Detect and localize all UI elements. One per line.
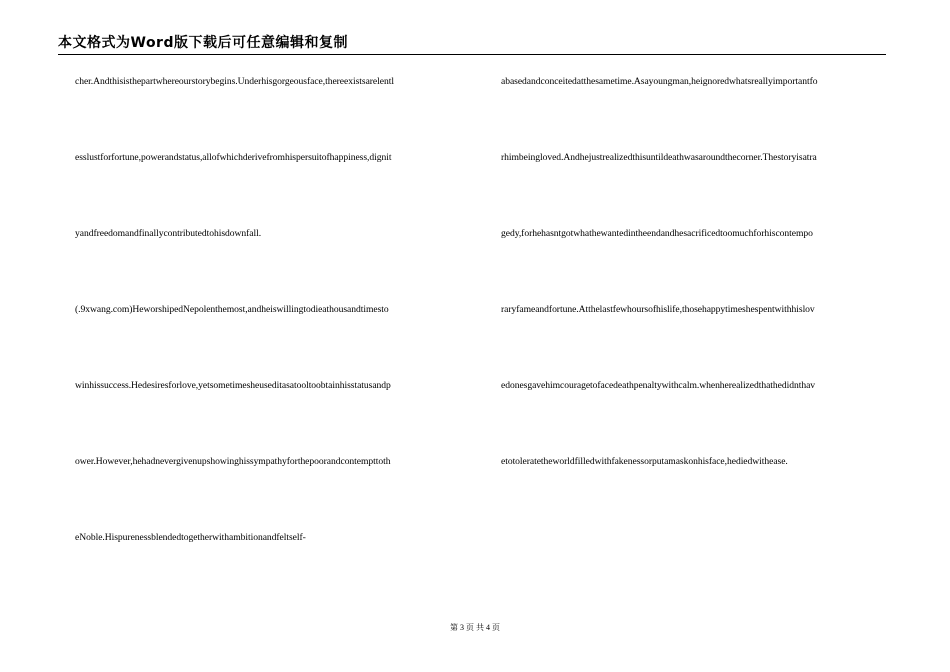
left-column: [75, 75, 470, 607]
page-footer: [0, 622, 950, 633]
text-line: gedy,forhehasntgotwhathewantedintheendandhesacrificedtoomuchforhiscontempo: [501, 228, 813, 239]
right-column: [501, 75, 891, 531]
text-line: winhissuccess.Hedesiresforlove,yetsometimesheuseditasatooltoobtainhisstatusandp: [75, 380, 391, 391]
text-line: abasedandconceitedatthesametime.Asayoungman,heignoredwhatsreallyimportantfo: [501, 76, 818, 87]
text-line: ower.However,hehadnevergivenupshowinghissympathyforthepoorandcontempttoth: [75, 456, 391, 467]
text-line: (.9xwang.com)HeworshipedNepolenthemost,andheiswillingtodieathousandtimesto: [75, 304, 389, 315]
text-line: cher.Andthisisthepartwhereourstorybegins.Underhisgorgeousface,thereexistsarelentl: [75, 76, 394, 87]
text-line: yandfreedomandfinallycontributedtohisdownfall.: [75, 228, 262, 239]
text-line: esslustforfortune,powerandstatus,allofwhichderivefromhispersuitofhappiness,dignit: [75, 152, 392, 163]
page-number: 第 3 页 共 4 页: [450, 623, 500, 632]
text-line: eNoble.Hispurenessblendedtogetherwithambitionandfeltself-: [75, 532, 306, 543]
header-title: 本文格式为Word版下载后可任意编辑和复制: [58, 35, 348, 51]
page-header: [58, 34, 886, 55]
text-line: etotoleratetheworldfilledwithfakenessorputamaskonhisface,hediedwithease.: [501, 456, 788, 467]
text-line: rhimbeingloved.Andhejustrealizedthisuntildeathwasaroundthecorner.Thestoryisatra: [501, 152, 817, 163]
text-line: raryfameandfortune.Atthelastfewhoursofhislife,thosehappytimeshespentwithhislov: [501, 304, 815, 315]
text-line: edonesgavehimcouragetofacedeathpenaltywithcalm.whenherealizedthathedidnthav: [501, 380, 816, 391]
